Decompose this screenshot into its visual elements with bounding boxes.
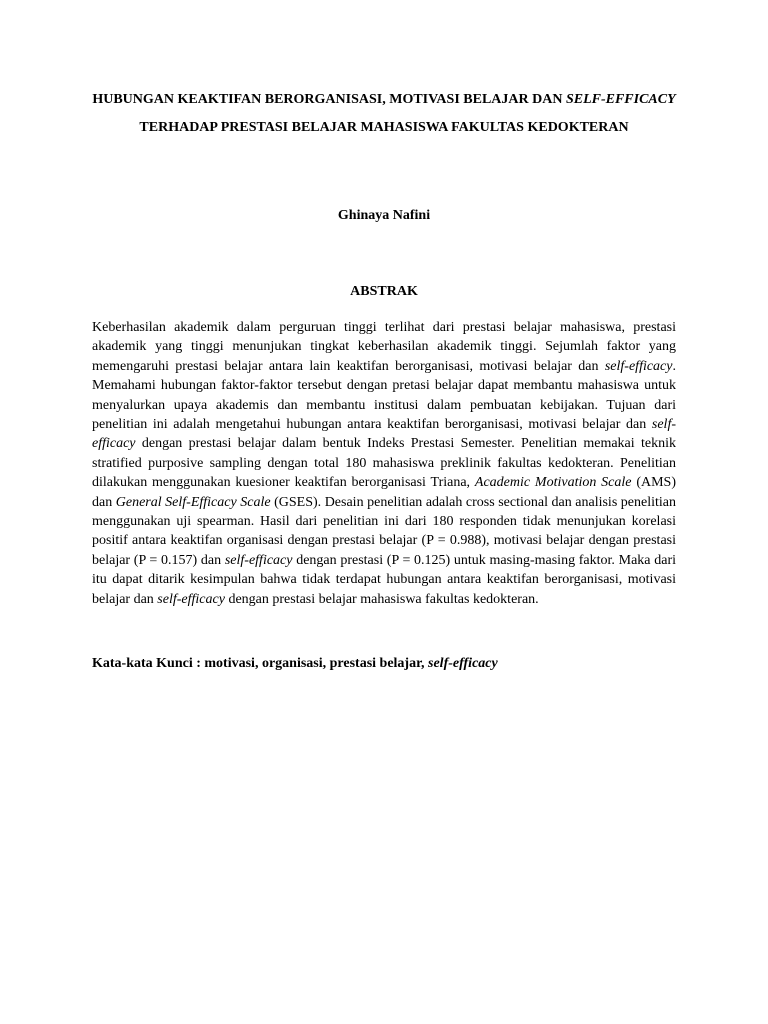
keywords-text: Kata-kata Kunci : motivasi, organisasi, prestasi belajar, xyxy=(92,656,429,671)
keywords-line xyxy=(92,654,676,674)
keywords-italic-term: self-efficacy xyxy=(428,656,498,671)
abstract-heading: ABSTRAK xyxy=(350,284,418,299)
abstract-text: (AMS) dan xyxy=(92,475,676,510)
author-name: Ghinaya Nafini xyxy=(337,208,431,223)
abstract-body xyxy=(92,318,676,609)
abstract-text: dengan prestasi belajar dalam bentuk Indeks Prestasi Semester. Penelitian memakai teknik stratified purposive sampling dengan total 180 mahasiswa preklinik fakultas kedokteran. Penelitian dilakukan menggunakan kuesioner keaktifan berorganisasi Triana, xyxy=(92,436,676,491)
abstract-italic-term: self-efficacy xyxy=(604,358,673,374)
title-italic-term: SELF-EFFICACY xyxy=(565,92,676,107)
title-text-1: HUBUNGAN KEAKTIFAN BERORGANISASI, MOTIVASI BELAJAR DAN xyxy=(92,92,566,107)
abstract-text: (GSES). Desain penelitian adalah cross sectional dan analisis penelitian menggunakan uji spearman. Hasil dari penelitian ini dari 180 responden tidak menunjukan korelasi positif antara keaktifan organisasi dengan prestasi belajar (P = 0.988), motivasi belajar dengan prestasi belajar (P = 0.157) dan xyxy=(92,494,677,568)
abstract-italic-term: self-efficacy xyxy=(224,552,293,568)
abstract-text: . Memahami hubungan faktor-faktor tersebut dengan pretasi belajar dapat membantu mahasiswa untuk menyalurkan upaya akademis dan membantu institusi dalam pembuatan kebijakan. Tujuan dari penelitian ini adalah mengetahui hubungan antara keaktifan berorganisasi, motivasi belajar dan xyxy=(92,358,676,433)
abstract-text: dengan prestasi belajar mahasiswa fakultas kedokteran. xyxy=(224,591,539,607)
abstract-italic-term: Academic Motivation Scale xyxy=(474,475,632,491)
paper-title xyxy=(92,86,676,142)
abstract-italic-term: self-efficacy xyxy=(157,591,225,607)
abstract-text: Keberhasilan akademik dalam perguruan tinggi terlihat dari prestasi belajar mahasiswa, prestasi akademik yang tinggi menunjukan tingkat keberhasilan akademik tinggi. Sejumlah faktor yang memengaruhi prestasi belajar antara lain keaktifan berorganisasi, motivasi belajar dan xyxy=(92,320,676,374)
abstract-italic-term: General Self-Efficacy Scale xyxy=(115,494,271,510)
title-text-2: TERHADAP PRESTASI BELAJAR MAHASISWA FAKULTAS KEDOKTERAN xyxy=(139,120,629,135)
abstract-text: dengan prestasi (P = 0.125) untuk masing-masing faktor. Maka dari itu dapat ditarik kesimpulan bahwa tidak terdapat hubungan antara keaktifan berorganisasi, motivasi belajar dan xyxy=(92,552,676,607)
abstract-italic-term: self-efficacy xyxy=(92,417,676,452)
